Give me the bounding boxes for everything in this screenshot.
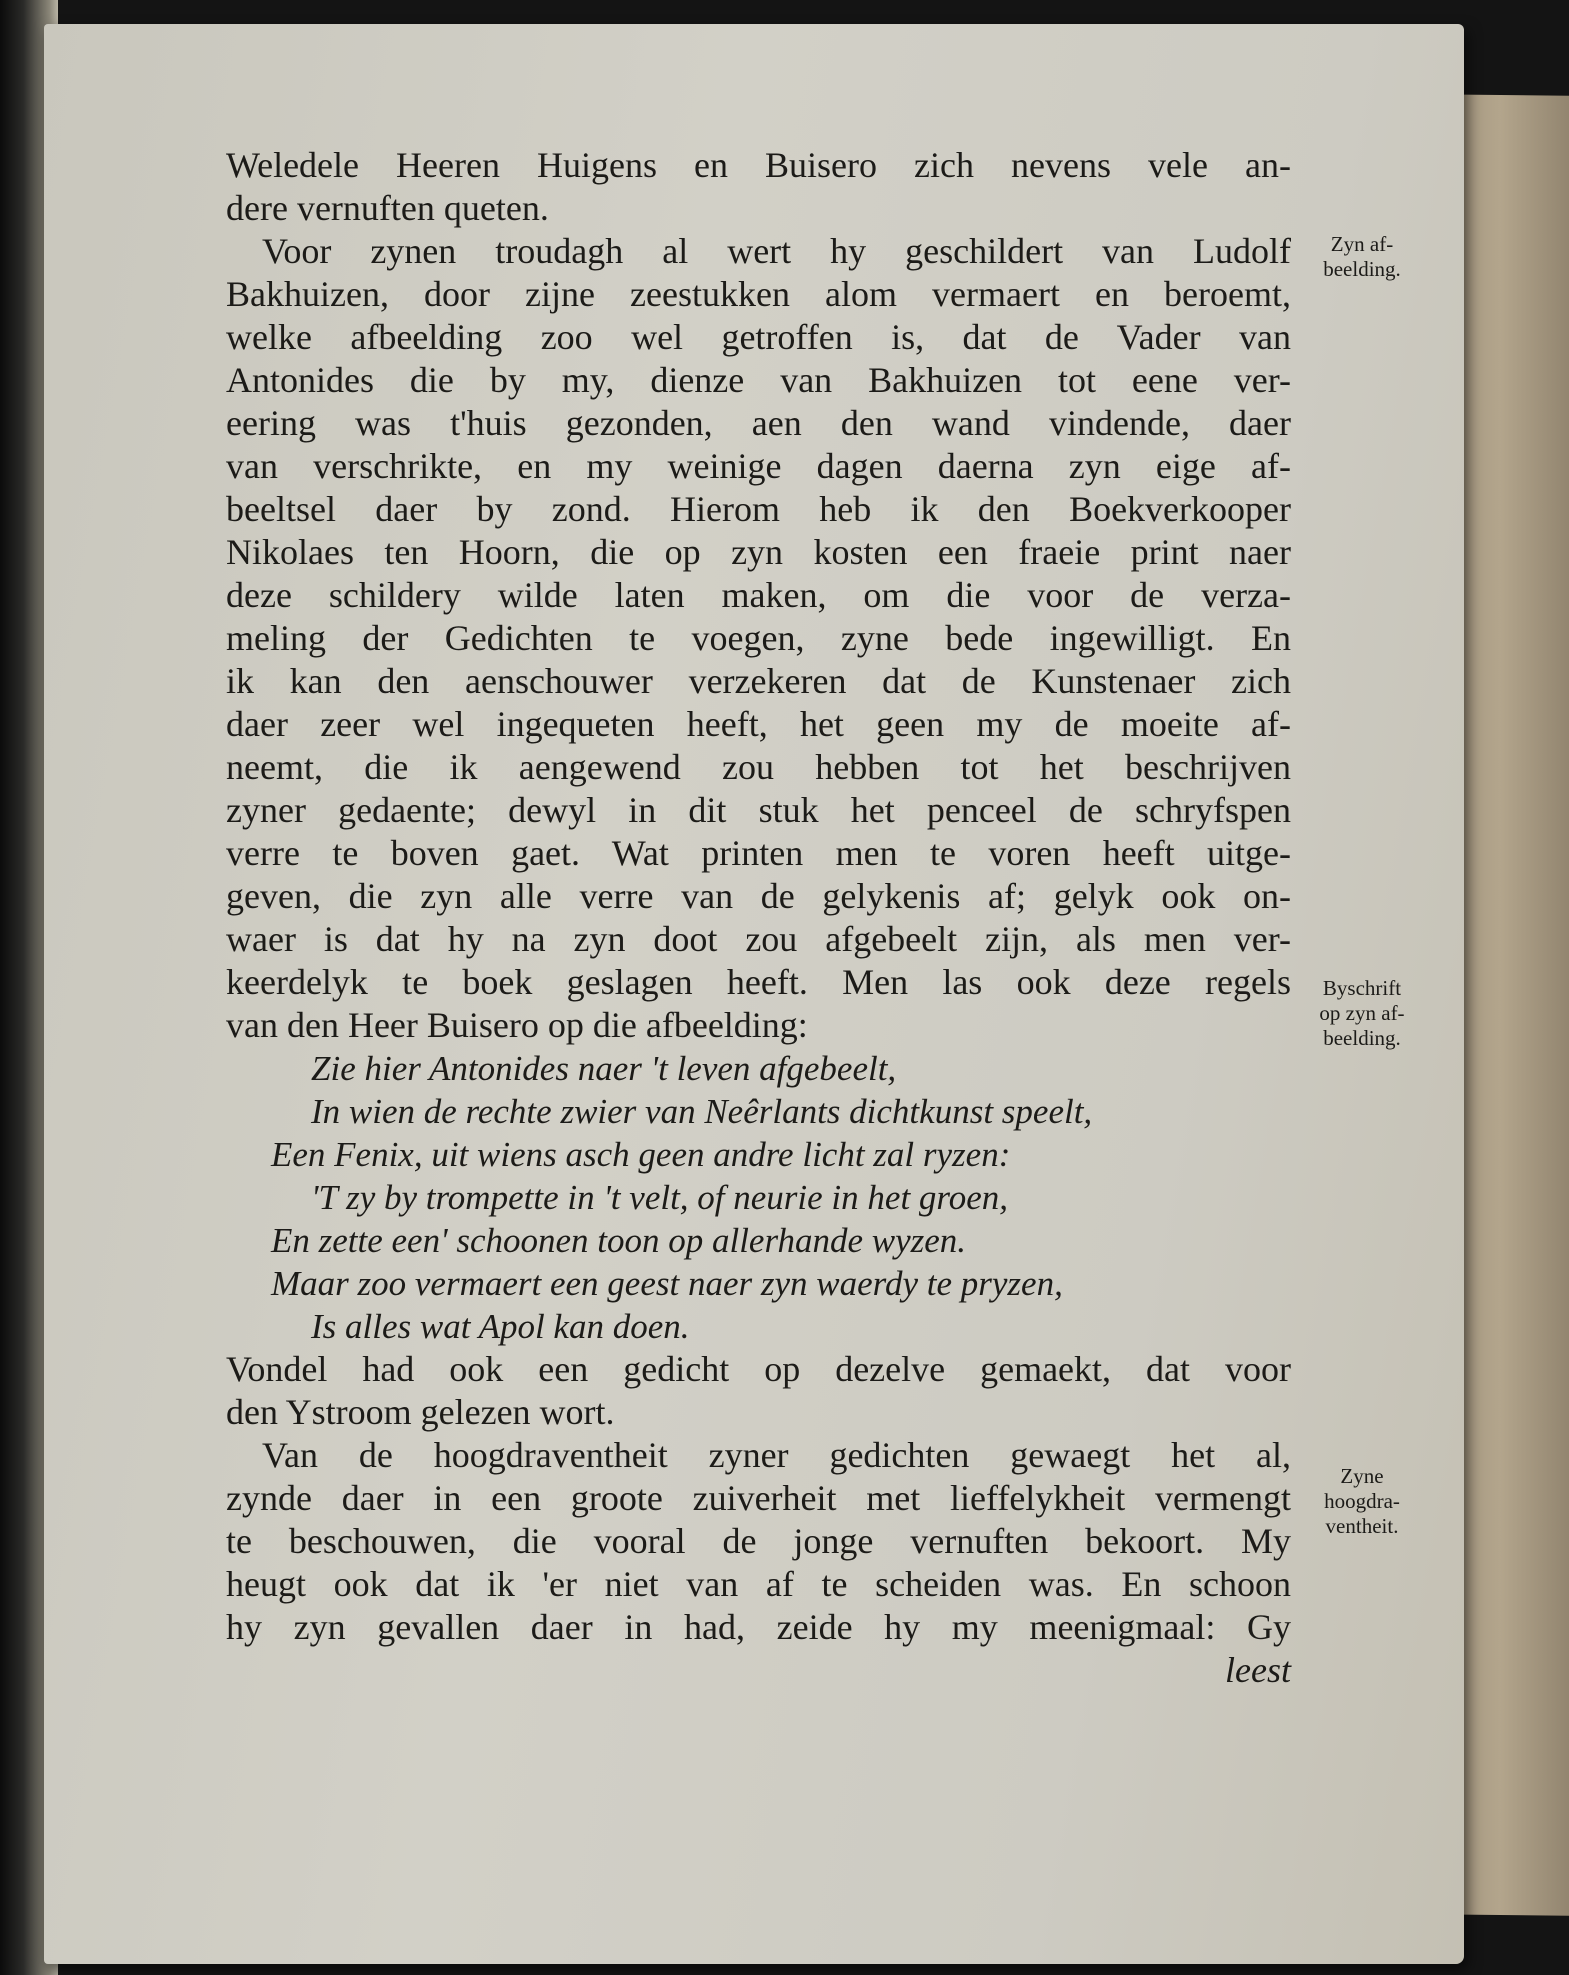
paragraph-2 [226,230,1291,1047]
poem-line: Een Fenix, uit wiens asch geen andre licht zal ryzen: [271,1135,1011,1174]
main-text [226,144,1291,1692]
margin-line: hoogdra- [1324,1489,1400,1513]
text-line: beeltsel daer by zond. Hierom heb ik den Boekverkooper [226,489,1291,529]
text-line: heugt ook dat ik 'er niet van af te scheiden was. En schoon [226,1564,1291,1604]
margin-line: ventheit. [1325,1514,1399,1538]
text-line: keerdelyk te boek geslagen heeft. Men las ook deze regels [226,962,1291,1002]
text-line: eering was t'huis gezonden, aen den wand vindende, daer [226,403,1291,443]
text-line: deze schildery wilde laten maken, om die voor de verza- [226,575,1291,615]
marginal-note-portrait [1302,232,1422,282]
text-line: te beschouwen, die vooral de jonge vernuften bekoort. My [226,1521,1291,1561]
poem-line: 'T zy by trompette in 't velt, of neurie in het groen, [311,1178,1009,1217]
text-line: Nikolaes ten Hoorn, die op zyn kosten een fraeie print naer [226,532,1291,572]
text-line: geven, die zyn alle verre van de gelykenis af; gelyk ook on- [226,876,1291,916]
text-line: daer zeer wel ingequeten heeft, het geen my de moeite af- [226,704,1291,744]
marginal-note-inscription [1302,976,1422,1051]
text-line: welke afbeelding zoo wel getroffen is, dat de Vader van [226,317,1291,357]
margin-line: beelding. [1323,1026,1401,1050]
text-line: ik kan den aenschouwer verzekeren dat de Kunstenaer zich [226,661,1291,701]
text-line: zynde daer in een groote zuiverheit met lieffelykheit vermengt [226,1478,1291,1518]
text-line: Weledele Heeren Huigens en Buisero zich nevens vele an- [226,145,1291,185]
catchword: leest [1225,1650,1291,1690]
margin-line: beelding. [1323,257,1401,281]
text-line: hy zyn gevallen daer in had, zeide hy my meenigmaal: Gy [226,1607,1291,1647]
text-line: van verschrikte, en my weinige dagen daerna zyn eige af- [226,446,1291,486]
poem-line: Maar zoo vermaert een geest naer zyn waerdy te pryzen, [271,1264,1063,1303]
margin-line: Zyne [1340,1464,1384,1488]
text-line: neemt, die ik aengewend zou hebben tot het beschrijven [226,747,1291,787]
paragraph-4 [226,1434,1291,1649]
margin-line: Byschrift [1322,976,1402,1000]
text-line: den Ystroom gelezen wort. [226,1392,615,1432]
text-line: waer is dat hy na zyn doot zou afgebeelt zijn, als men ver- [226,919,1291,959]
book-page [44,24,1464,1964]
paragraph-3 [226,1348,1291,1434]
text-line: verre te boven gaet. Wat printen men te voren heeft uitge- [226,833,1291,873]
text-line: dere vernuften queten. [226,188,549,228]
margin-line: Zyn af- [1330,232,1394,256]
paragraph-1 [226,144,1291,230]
text-line: Antonides die by my, dienze van Bakhuizen tot eene ver- [226,360,1291,400]
text-line: meling der Gedichten te voegen, zyne bede ingewilligt. En [226,618,1291,658]
text-line: van den Heer Buisero op die afbeelding: [226,1005,808,1045]
poem-line: In wien de rechte zwier van Neêrlants dichtkunst speelt, [311,1092,1093,1131]
poem-block [226,1047,1291,1348]
text-line: Voor zynen troudagh al wert hy geschildert van Ludolf [262,231,1291,271]
poem-line: Is alles wat Apol kan doen. [311,1307,690,1346]
text-line: Bakhuizen, door zijne zeestukken alom vermaert en beroemt, [226,274,1291,314]
poem-line: Zie hier Antonides naer 't leven afgebeelt, [311,1049,897,1088]
poem-line: En zette een' schoonen toon op allerhande wyzen. [271,1221,967,1260]
margin-line: op zyn af- [1319,1001,1405,1025]
text-line: Vondel had ook een gedicht op dezelve gemaekt, dat voor [226,1349,1291,1389]
marginal-note-sublimity [1302,1464,1422,1539]
text-line: zyner gedaente; dewyl in dit stuk het penceel de schryfspen [226,790,1291,830]
text-line: Van de hoogdraventheit zyner gedichten gewaegt het al, [262,1435,1291,1475]
